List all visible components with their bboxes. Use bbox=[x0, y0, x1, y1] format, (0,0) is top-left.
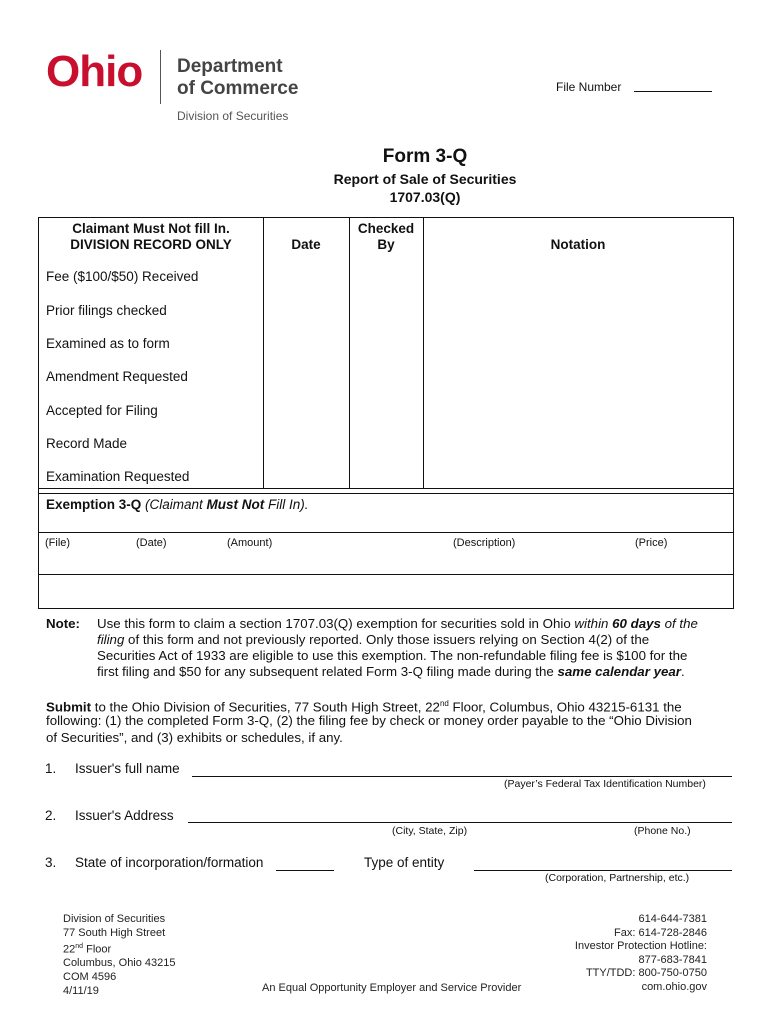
logo-divider bbox=[160, 50, 161, 104]
division-name: Division of Securities bbox=[177, 109, 289, 123]
issuer-name-label: Issuer's full name bbox=[75, 761, 180, 776]
note-text: first filing and $50 for any subsequent related Form 3-Q filing made during the bbox=[97, 664, 558, 679]
note-text: of this form and not previously reported. Only those issuers relying on Section 4(2) of the bbox=[124, 632, 650, 647]
state-of-incorporation-label: State of incorporation/formation bbox=[75, 855, 264, 870]
table-row-label: Prior filings checked bbox=[46, 303, 167, 318]
note-emphasis-bold: 60 days bbox=[612, 616, 661, 631]
footer-hotline-label: Investor Protection Hotline: bbox=[574, 940, 707, 953]
note-emphasis: filing bbox=[97, 632, 125, 647]
table-header-date: Date bbox=[291, 237, 321, 252]
note-line3: Securities Act of 1933 are eligible to use this exemption. The non-refundable filing fee is $100 for the bbox=[97, 648, 688, 663]
exemption-note-open: (Claimant bbox=[145, 497, 207, 512]
footer-address-line bbox=[63, 940, 176, 957]
footer-fax: Fax: 614-728-2846 bbox=[614, 926, 707, 939]
footer-address-line: 77 South High Street bbox=[63, 926, 166, 939]
file-number-label: File Number bbox=[556, 80, 622, 94]
footer-contacts bbox=[575, 913, 707, 995]
type-of-entity-label: Type of entity bbox=[364, 855, 445, 870]
footer-floor-number: 22 bbox=[63, 943, 76, 956]
table-divider bbox=[39, 488, 733, 489]
note-emphasis bbox=[612, 616, 661, 631]
exemption-note-must-not: Must Not bbox=[206, 497, 265, 512]
table-divider bbox=[423, 218, 424, 488]
footer-hotline-number: 877-683-7841 bbox=[638, 953, 707, 966]
table-header-checked-by bbox=[349, 221, 423, 253]
footer-floor-text: Floor bbox=[83, 943, 112, 956]
table-header-claimant bbox=[39, 221, 263, 253]
item-number-3: 3. bbox=[45, 855, 57, 870]
note-text: . bbox=[680, 664, 685, 679]
table-header-claimant-line2: DIVISION RECORD ONLY bbox=[70, 237, 232, 252]
exemption-heading bbox=[46, 497, 309, 512]
department-name-line2: of Commerce bbox=[177, 78, 299, 99]
footer-revision-date: 4/11/19 bbox=[63, 984, 99, 997]
footer-phone: 614-644-7381 bbox=[638, 913, 707, 925]
state-of-incorporation-field[interactable] bbox=[276, 870, 334, 871]
column-label-amount: (Amount) bbox=[227, 537, 273, 549]
note-label: Note: bbox=[46, 616, 80, 631]
note-line4 bbox=[97, 664, 727, 680]
note-line1 bbox=[97, 616, 727, 632]
type-of-entity-field[interactable] bbox=[474, 870, 732, 871]
address-city-caption: (City, State, Zip) bbox=[392, 825, 468, 837]
item-number-1: 1. bbox=[45, 761, 57, 776]
submit-line3: of Securities”, and (3) exhibits or schedules, if any. bbox=[46, 730, 343, 745]
address-phone-caption: (Phone No.) bbox=[634, 825, 691, 837]
note-emphasis bbox=[557, 664, 680, 679]
submit-label: Submit bbox=[46, 699, 92, 715]
table-header-checked-line2: By bbox=[377, 237, 395, 252]
footer-address bbox=[63, 913, 176, 998]
table-row-label: Examined as to form bbox=[46, 336, 170, 351]
submit-text: to the Ohio Division of Securities, 77 South High Street, 22 bbox=[91, 699, 440, 715]
issuer-address-label: Issuer's Address bbox=[75, 808, 174, 823]
note-line2 bbox=[97, 632, 727, 648]
item-number-2: 2. bbox=[45, 808, 57, 823]
ohio-logo: Ohio bbox=[46, 47, 143, 96]
column-label-price: (Price) bbox=[635, 537, 668, 549]
issuer-name-field[interactable] bbox=[192, 776, 732, 777]
table-divider bbox=[39, 532, 733, 533]
table-row-label: Record Made bbox=[46, 436, 128, 451]
table-row-label: Examination Requested bbox=[46, 469, 190, 484]
exemption-label: Exemption 3-Q bbox=[46, 497, 142, 512]
table-divider bbox=[39, 574, 733, 575]
department-name-line1: Department bbox=[177, 56, 283, 77]
footer-form-code: COM 4596 bbox=[63, 971, 117, 984]
form-section-number: 1707.03(Q) bbox=[389, 189, 461, 205]
issuer-name-caption: (Payer’s Federal Tax Identification Number) bbox=[504, 778, 706, 790]
table-divider bbox=[349, 218, 350, 488]
column-label-file: (File) bbox=[45, 537, 71, 549]
table-header-notation: Notation bbox=[550, 237, 606, 252]
note-emphasis-bold: same calendar year bbox=[557, 664, 681, 679]
submit-superscript: nd bbox=[439, 699, 449, 708]
footer-equal-opportunity: An Equal Opportunity Employer and Service Provider bbox=[262, 982, 522, 994]
note-emphasis: within bbox=[574, 616, 613, 631]
submit-text: Floor, Columbus, Ohio 43215-6131 the bbox=[448, 699, 682, 715]
table-row-label: Fee ($100/$50) Received bbox=[46, 269, 199, 284]
table-row-label: Amendment Requested bbox=[46, 369, 188, 384]
division-record-table bbox=[38, 217, 734, 609]
note-emphasis: of the bbox=[660, 616, 698, 631]
footer-address-line: Columbus, Ohio 43215 bbox=[63, 957, 176, 970]
issuer-address-field[interactable] bbox=[188, 822, 732, 823]
footer-superscript: nd bbox=[75, 943, 84, 951]
table-header-checked-line1: Checked bbox=[357, 221, 415, 236]
entity-type-caption: (Corporation, Partnership, etc.) bbox=[545, 872, 690, 884]
table-header-claimant-line1: Claimant Must Not fill In. bbox=[72, 221, 230, 236]
footer-address-line: Division of Securities bbox=[63, 913, 166, 925]
form-subtitle: Report of Sale of Securities bbox=[333, 171, 517, 187]
footer-website-link[interactable]: com.ohio.gov bbox=[641, 980, 707, 993]
file-number-field[interactable] bbox=[634, 91, 712, 92]
note-text: Use this form to claim a section 1707.03(Q) exemption for securities sold in Ohio bbox=[97, 616, 575, 631]
form-title: Form 3-Q bbox=[382, 146, 468, 167]
table-row-label: Accepted for Filing bbox=[46, 403, 158, 418]
column-label-date: (Date) bbox=[136, 537, 167, 549]
table-divider bbox=[263, 218, 264, 488]
table-divider bbox=[39, 493, 733, 494]
column-label-description: (Description) bbox=[453, 537, 516, 549]
footer-tty: TTY/TDD: 800-750-0750 bbox=[585, 967, 707, 980]
exemption-note-close: Fill In). bbox=[264, 497, 309, 512]
exemption-note bbox=[145, 497, 309, 512]
submit-line2: following: (1) the completed Form 3-Q, (2) the filing fee by check or money order payable to the “Ohio Division bbox=[46, 713, 692, 728]
